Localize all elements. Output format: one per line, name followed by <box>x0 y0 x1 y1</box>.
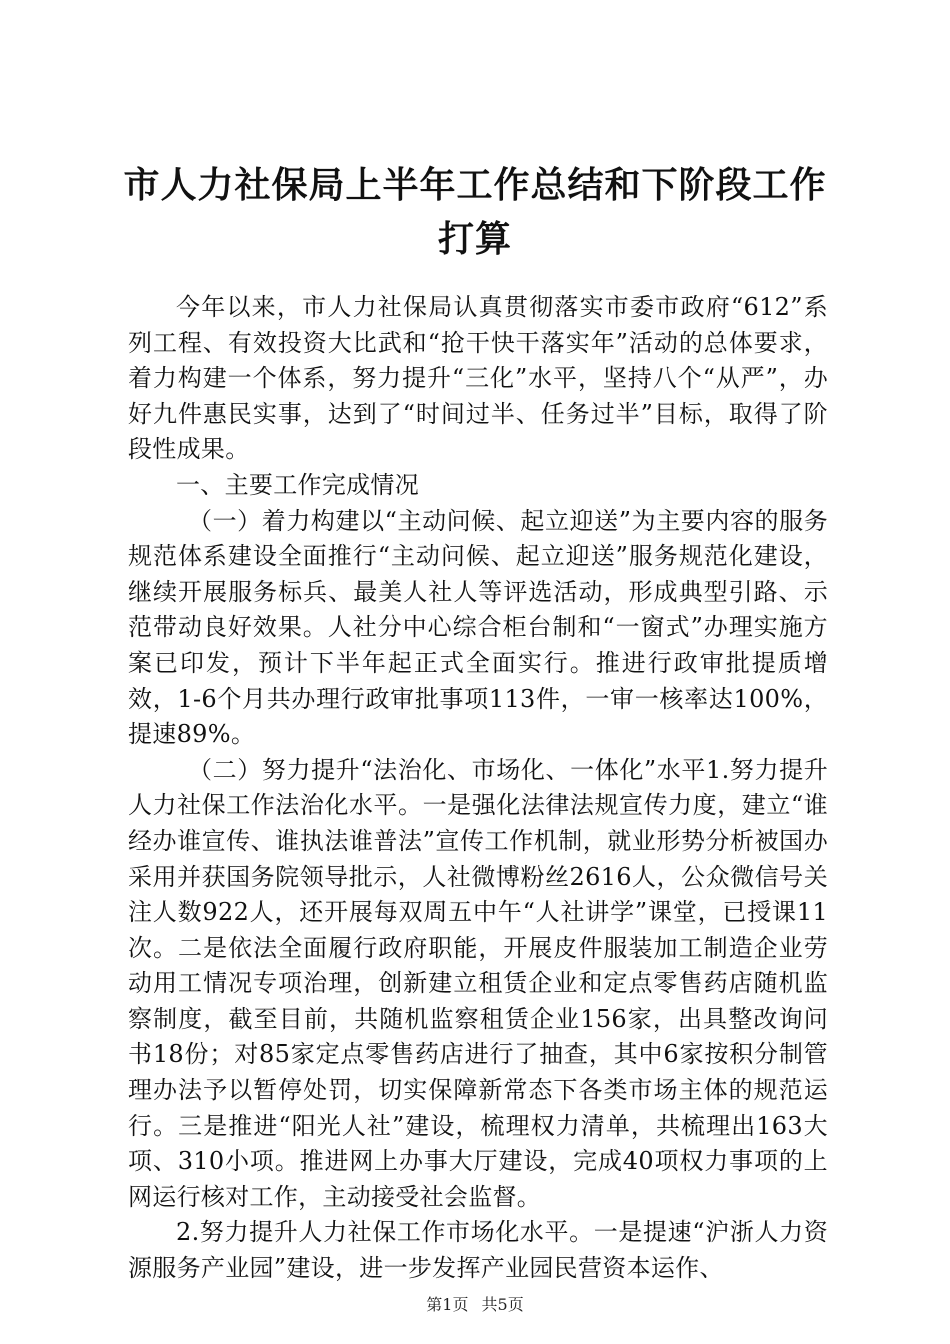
paragraph-item-2: （二）努力提升“法治化、市场化、一体化”水平1.努力提升人力社保工作法治化水平。一是强化法律法规宣传力度，建立“谁经办谁宣传、谁执法谁普法”宣传工作机制，就业形势分析被国办采用并获国务院领导批示，人社微博粉丝2616人，公众微信号关注人数922人，还开展每双周五中午“人社讲学”课堂，已授课11次。二是依法全面履行政府职能，开展皮件服装加工制造企业劳动用工情况专项治理，创新建立租赁企业和定点零售药店随机监察制度，截至目前，共随机监察租赁企业156家，出具整改询问书18份；对85家定点零售药店进行了抽查，其中6家按积分制管理办法予以暂停处罚，切实保障新常态下各类市场主体的规范运行。三是推进“阳光人社”建设，梳理权力清单，共梳理出163大项、310小项。推进网上办事大厅建设，完成40项权力事项的上网运行核对工作，主动接受社会监督。 <box>128 755 828 1211</box>
paragraph-item-1: （一）着力构建以“主动问候、起立迎送”为主要内容的服务规范体系建设全面推行“主动问候、起立迎送”服务规范化建设，继续开展服务标兵、最美人社人等评选活动，形成典型引路、示范带动良好效果。人社分中心综合柜台制和“一窗式”办理实施方案已印发，预计下半年起正式全面实行。推进行政审批提质增效，1-6个月共办理行政审批事项113件，一审一核率达100%，提速89%。 <box>128 506 828 749</box>
section-heading: 一、主要工作完成情况 <box>176 470 419 499</box>
paragraph-intro: 今年以来，市人力社保局认真贯彻落实市委市政府“612”系列工程、有效投资大比武和“抢干快干落实年”活动的总体要求，着力构建一个体系，努力提升“三化”水平，坚持八个“从严”，办好九件惠民实事，达到了“时间过半、任务过半”目标，取得了阶段性成果。 <box>128 293 828 464</box>
document-body <box>128 290 828 1287</box>
paragraph-item-3: 2.努力提升人力社保工作市场化水平。一是提速“沪浙人力资源服务产业园”建设，进一步发挥产业园民营资本运作、 <box>128 1218 828 1283</box>
page-number: 第1页 <box>426 1295 469 1314</box>
document-title: 市人力社保局上半年工作总结和下阶段工作打算 <box>123 164 827 260</box>
page-total: 共5页 <box>481 1295 524 1314</box>
page-footer <box>0 1292 950 1315</box>
